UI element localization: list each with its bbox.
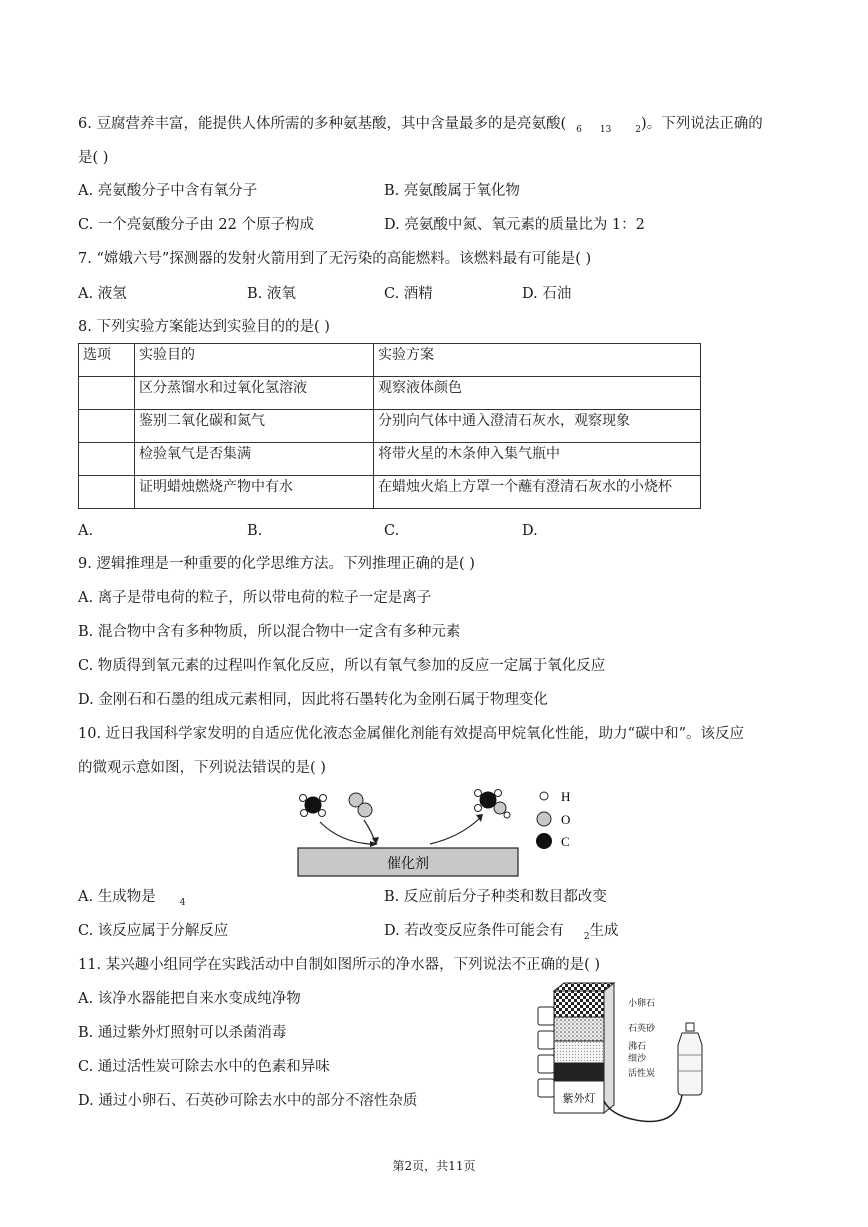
table-cell: 检验氧气是否集满 xyxy=(135,443,374,476)
table-cell: 观察液体颜色 xyxy=(374,377,701,410)
table-row xyxy=(79,410,701,443)
table-row xyxy=(79,377,701,410)
q9-stem: 9. 逻辑推理是一种重要的化学思维方法。下列推理正确的是( ) xyxy=(78,556,475,572)
water-bottle xyxy=(678,1023,702,1095)
q8-option-d: D. xyxy=(522,523,538,539)
table-header-row xyxy=(79,344,701,377)
q7-option-a: A. 液氢 xyxy=(78,286,127,302)
q7-option-d: D. 石油 xyxy=(522,286,572,302)
table-cell xyxy=(79,443,135,476)
formula-subscript: 2 xyxy=(583,932,590,942)
legend-o: O xyxy=(561,812,571,827)
q8-stem: 8. 下列实验方案能达到实验目的的是( ) xyxy=(78,319,330,335)
q6-option-c: C. 一个亮氨酸分子由 22 个原子构成 xyxy=(78,217,314,233)
table-cell: 鉴别二氧化碳和氮气 xyxy=(135,410,374,443)
reaction-diagram xyxy=(290,782,590,882)
q10-stem-line2: 的微观示意如图，下列说法错误的是( ) xyxy=(78,760,326,776)
uv-lamp-label: 紫外灯 xyxy=(562,1093,596,1105)
q10-option-b: B. 反应前后分子种类和数目都改变 xyxy=(384,889,607,905)
q7-option-c: C. 酒精 xyxy=(384,286,433,302)
q10-option-d xyxy=(384,921,619,947)
table-header-cell: 实验方案 xyxy=(374,344,701,377)
formula-subscript: 4 xyxy=(179,898,186,908)
q8-option-b: B. xyxy=(247,523,263,539)
q8-option-c: C. xyxy=(384,523,400,539)
q6-option-b: B. 亮氨酸属于氧化物 xyxy=(384,183,520,199)
label-quartz-sand: 石英砂 xyxy=(628,1023,656,1033)
label-fine-sand: 细沙 xyxy=(628,1053,647,1063)
q9-option-d: D. 金刚石和石墨的组成元素相同，因此将石墨转化为金刚石属于物理变化 xyxy=(78,692,548,708)
formula-subscript: 13 xyxy=(599,125,612,135)
q10-option-d-text: D. 若改变反应条件可能会有 xyxy=(384,923,564,939)
table-header-cell: 选项 xyxy=(79,344,135,377)
q6-stem-line2: 是( ) xyxy=(78,150,109,166)
q10-option-a xyxy=(78,887,185,913)
label-pebble: 小卵石 xyxy=(628,998,656,1008)
q9-option-c: C. 物质得到氧元素的过程叫作氧化反应，所以有氧气参加的反应一定属于氧化反应 xyxy=(78,658,606,674)
q11-stem: 11. 某兴趣小组同学在实践活动中自制如图所示的净水器，下列说法不正确的是( ) xyxy=(78,957,601,973)
q10-stem-line1: 10. 近日我国科学家发明的自适应优化液态金属催化剂能有效提高甲烷氧化性能，助力“碳中和”。该反应 xyxy=(78,726,744,742)
oxygen-molecule xyxy=(349,793,372,817)
table-cell: 将带火星的木条伸入集气瓶中 xyxy=(374,443,701,476)
q10-option-d-end: 生成 xyxy=(589,923,619,939)
q6-option-a: A. 亮氨酸分子中含有氧分子 xyxy=(78,183,258,199)
q6-stem-text-end: )。下列说法正确的 xyxy=(641,116,763,132)
table-cell xyxy=(79,410,135,443)
methane-molecule xyxy=(300,795,327,817)
table-cell xyxy=(79,377,135,410)
water-purifier-diagram xyxy=(532,975,732,1125)
q10-option-a-text: A. 生成物是 xyxy=(78,889,156,905)
catalyst-label: 催化剂 xyxy=(387,855,429,871)
label-zeolite: 沸石 xyxy=(628,1041,647,1051)
q11-option-b: B. 通过紫外灯照射可以杀菌消毒 xyxy=(78,1025,287,1041)
q7-option-b: B. 液氧 xyxy=(247,286,296,302)
formula-subscript: 2 xyxy=(635,125,642,135)
q10-option-c: C. 该反应属于分解反应 xyxy=(78,923,229,939)
table-cell: 区分蒸馏水和过氧化氢溶液 xyxy=(135,377,374,410)
q8-option-a: A. xyxy=(78,523,94,539)
table-cell: 分别向气体中通入澄清石灰水，观察现象 xyxy=(374,410,701,443)
q11-option-a: A. 该净水器能把自来水变成纯净物 xyxy=(78,991,301,1007)
formula-subscript: 6 xyxy=(576,125,582,135)
q7-stem: 7. “嫦娥六号”探测器的发射火箭用到了无污染的高能燃料。该燃料最有可能是( ) xyxy=(78,251,592,267)
legend-c: C xyxy=(561,834,570,849)
page-footer: 第2页，共11页 xyxy=(392,1159,476,1173)
table-header-cell: 实验目的 xyxy=(135,344,374,377)
q11-option-c: C. 通过活性炭可除去水中的色素和异味 xyxy=(78,1059,330,1075)
legend-h: H xyxy=(561,789,571,804)
table-cell: 证明蜡烛燃烧产物中有水 xyxy=(135,476,374,509)
table-cell: 在蜡烛火焰上方罩一个蘸有澄清石灰水的小烧杯 xyxy=(374,476,701,509)
table-row xyxy=(79,443,701,476)
q9-option-b: B. 混合物中含有多种物质，所以混合物中一定含有多种元素 xyxy=(78,624,461,640)
q9-option-a: A. 离子是带电荷的粒子，所以带电荷的粒子一定是离子 xyxy=(78,590,432,606)
side-brackets xyxy=(538,1007,554,1097)
table-row xyxy=(79,476,701,509)
q6-option-d: D. 亮氨酸中氮、氧元素的质量比为 1：2 xyxy=(384,217,645,233)
table-cell xyxy=(79,476,135,509)
label-activated-carbon: 活性炭 xyxy=(628,1068,656,1078)
product-molecule xyxy=(475,790,511,819)
experiment-table xyxy=(78,343,701,509)
q11-option-d: D. 通过小卵石、石英砂可除去水中的部分不溶性杂质 xyxy=(78,1093,418,1109)
q6-stem xyxy=(78,114,763,140)
q6-stem-text: 6. 豆腐营养丰富，能提供人体所需的多种氨基酸，其中含量最多的是亮氨酸( xyxy=(78,116,567,132)
arrows xyxy=(320,818,480,844)
atom-legend xyxy=(536,789,570,849)
